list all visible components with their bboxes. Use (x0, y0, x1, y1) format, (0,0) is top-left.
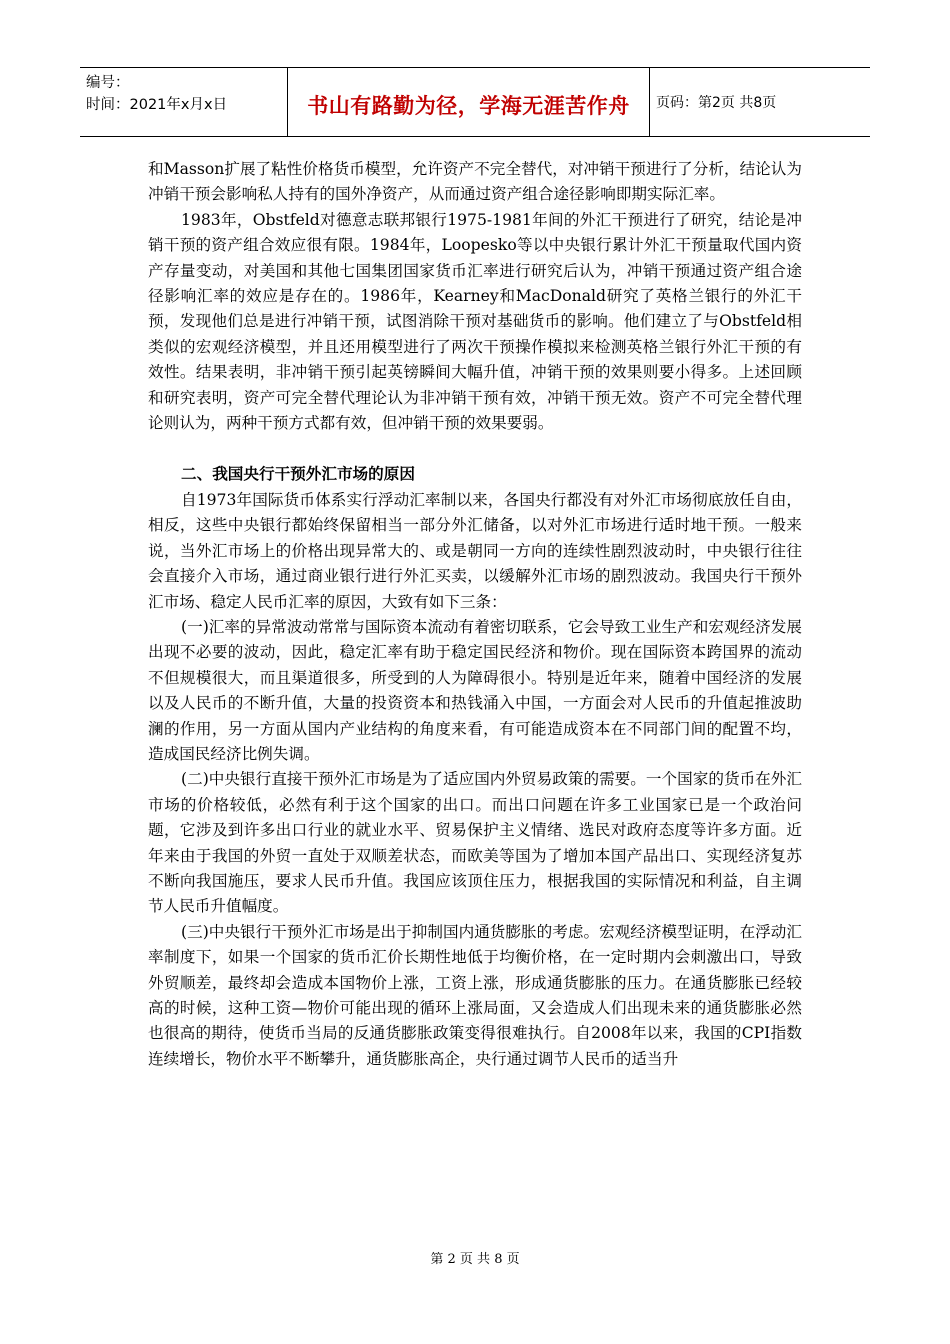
paragraph-4: (一)汇率的异常波动常常与国际资本流动有着密切联系，它会导致工业生产和宏观经济发展出现不必要的波动，因此，稳定汇率有助于稳定国民经济和物价。现在国际资本跨国界的流动不但规模很大，而且渠道很多，所受到的人为障碍很小。特别是近年来，随着中国经济的发展以及人民币的不断升值，大量的投资资本和热钱涌入中国，一方面会对人民币的升值起推波助澜的作用，另一方面从国内产业结构的角度来看，有可能造成资本在不同部门间的配置不均，造成国民经济比例失调。 (148, 617, 802, 763)
footer-page-number: 第 2 页 共 8 页 (430, 1252, 520, 1267)
header-number-label: 编号： (86, 75, 130, 91)
header-motto-cell (288, 68, 650, 136)
paragraph-5: (二)中央银行直接干预外汇市场是为了适应国内外贸易政策的需要。一个国家的货币在外汇市场的价格较低，必然有利于这个国家的出口。而出口问题在许多工业国家已是一个政治问题，它涉及到许多出口行业的就业水平、贸易保护主义情绪、选民对政府态度等许多方面。近年来由于我国的外贸一直处于双顺差状态，而欧美等国为了增加本国产品出口、实现经济复苏不断向我国施压，要求人民币升值。我国应该顶住压力，根据我国的实际情况和利益，自主调节人民币升值幅度。 (148, 770, 802, 916)
section-heading: 二、我国央行干预外汇市场的原因 (181, 465, 415, 484)
paragraph-2: 1983年，Obstfeld对德意志联邦银行1975-1981年间的外汇干预进行了研究，结论是冲销干预的资产组合效应很有限。1984年，Loopesko等以中央银行累计外汇干预量取代国内资产存量变动，对美国和其他七国集团国家货币汇率进行研究后认为，冲销干预通过资产组合途径影响汇率的效应是存在的。1986年，Kearney和MacDonald研究了英格兰银行的外汇干预，发现他们总是进行冲销干预，试图消除干预对基础货币的影响。他们建立了与Obstfeld相类似的宏观经济模型，并且还用模型进行了两次干预操作模拟来检测英格兰银行外汇干预的有效性。结果表明，非冲销干预引起英镑瞬间大幅升值，冲销干预的效果则要小得多。上述回顾和研究表明，资产可完全替代理论认为非冲销干预有效，冲销干预无效。资产不可完全替代理论则认为，两种干预方式都有效，但冲销干预的效果要弱。 (148, 210, 802, 433)
page-footer (0, 1248, 950, 1267)
header-date-label: 时间：2021年x月x日 (86, 97, 228, 113)
header-page-cell (650, 68, 870, 136)
header-page-label: 页码：第2页 共8页 (656, 95, 777, 111)
paragraph-1: 和Masson扩展了粘性价格货币模型，允许资产不完全替代，对冲销干预进行了分析，结论认为冲销干预会影响私人持有的国外净资产，从而通过资产组合途径影响即期实际汇率。 (148, 160, 802, 204)
document-body (148, 157, 802, 1072)
paragraph-6: (三)中央银行干预外汇市场是出于抑制国内通货膨胀的考虑。宏观经济模型证明，在浮动汇率制度下，如果一个国家的货币汇价长期性地低于均衡价格，在一定时期内会刺激出口，导致外贸顺差，最终却会造成本国物价上涨，工资上涨，形成通货膨胀的压力。在通货膨胀已经较高的时候，这种工资—物价可能出现的循环上涨局面，又会造成人们出现未来的通货膨胀必然也很高的期待，使货币当局的反通货膨胀政策变得很难执行。自2008年以来，我国的CPI指数连续增长，物价水平不断攀升，通货膨胀高企，央行通过调节人民币的适当升 (148, 922, 802, 1068)
header-meta (80, 68, 288, 136)
page-header (80, 67, 870, 137)
header-motto: 书山有路勤为径，学海无涯苦作舟 (307, 94, 630, 118)
paragraph-3: 自1973年国际货币体系实行浮动汇率制以来，各国央行都没有对外汇市场彻底放任自由，相反，这些中央银行都始终保留相当一部分外汇储备，以对外汇市场进行适时地干预。一般来说，当外汇市场上的价格出现异常大的、或是朝同一方向的连续性剧烈波动时，中央银行往往会直接介入市场，通过商业银行进行外汇买卖，以缓解外汇市场的剧烈波动。我国央行干预外汇市场、稳定人民币汇率的原因，大致有如下三条： (148, 490, 802, 611)
section-spacer (148, 436, 802, 462)
